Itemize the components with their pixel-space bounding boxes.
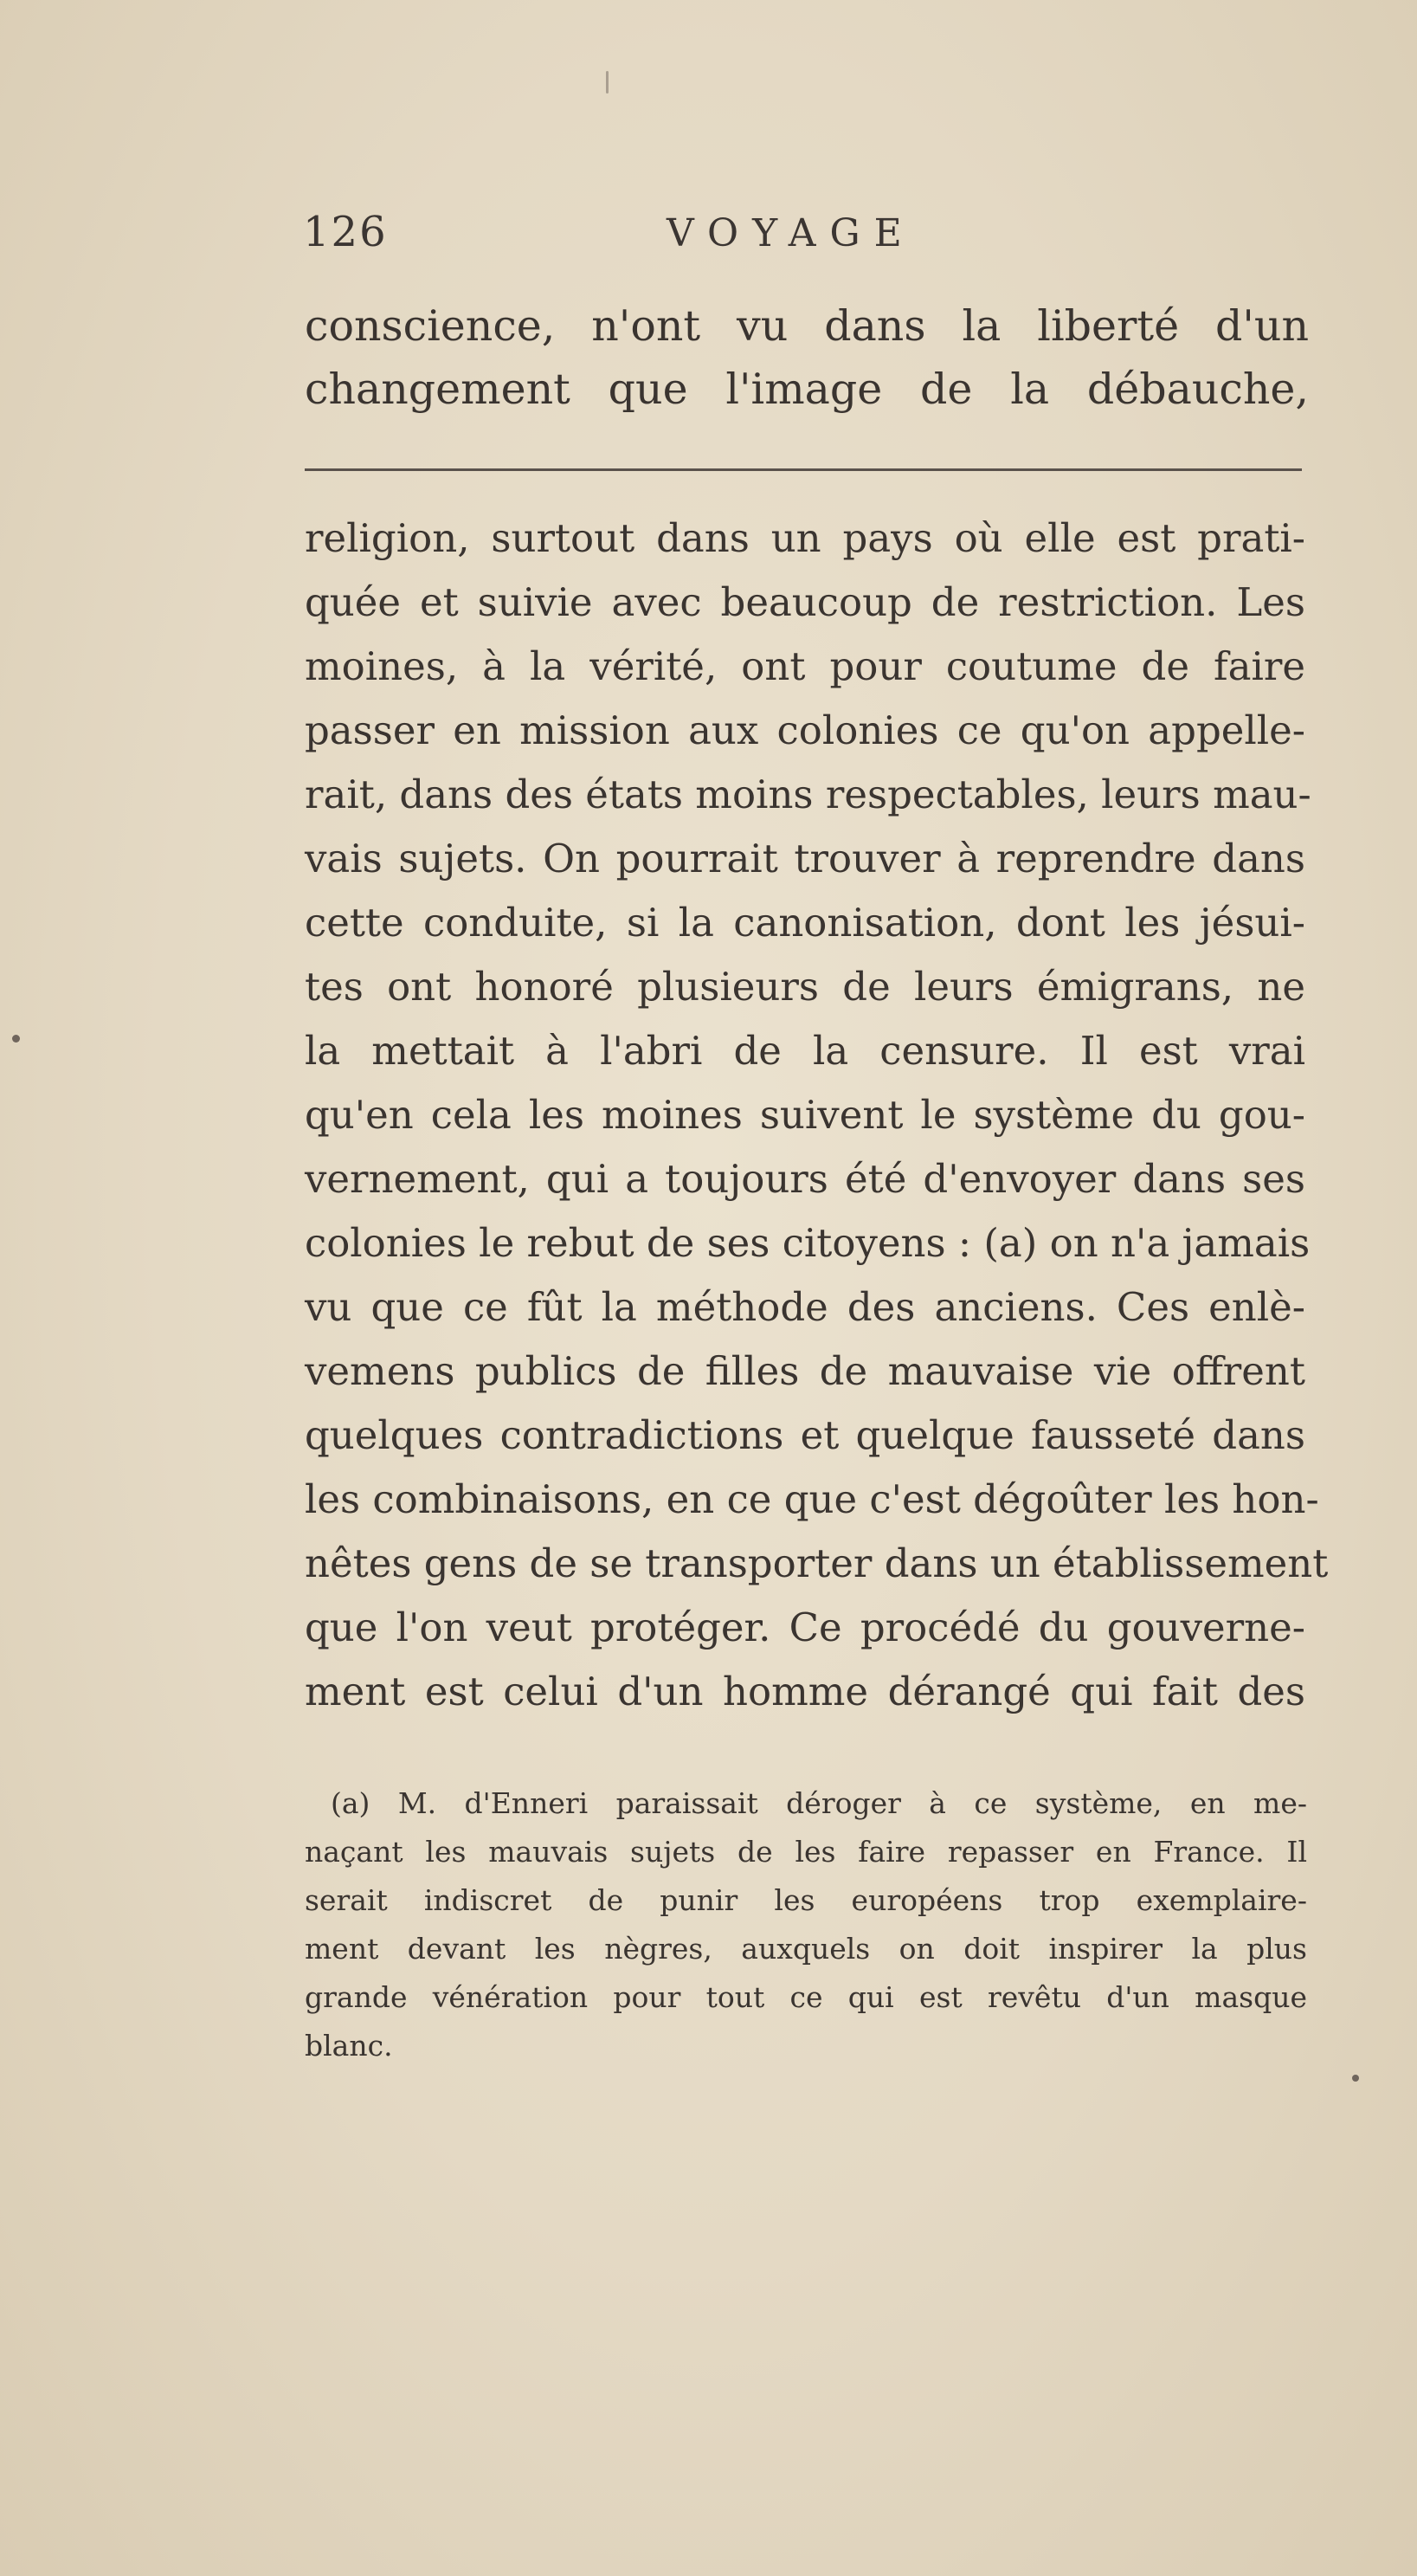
main-text-line: vemens publics de filles de mauvaise vie offrent <box>305 1348 1305 1394</box>
footnote-block <box>305 1779 1307 2070</box>
main-text-line: qu'en cela les moines suivent le système du gou- <box>305 1092 1305 1138</box>
main-text-line: cette conduite, si la canonisation, dont les jésui- <box>305 900 1305 946</box>
main-text-line: rait, dans des états moins respectables, leurs mau- <box>305 772 1311 817</box>
main-text-line: que l'on veut protéger. Ce procédé du gouverne- <box>305 1604 1305 1650</box>
footnote-line: blanc. <box>305 2029 393 2063</box>
main-text-line: passer en mission aux colonies ce qu'on appelle- <box>305 707 1305 753</box>
footnote-line: (a) M. d'Enneri paraissait déroger à ce système, en me- <box>331 1786 1307 1820</box>
paper-speck <box>12 1035 20 1043</box>
footnote-line: ment devant les nègres, auxquels on doit inspirer la plus <box>305 1932 1307 1966</box>
page-number: 126 <box>303 208 388 256</box>
main-text-line: tes ont honoré plusieurs de leurs émigrans, ne <box>305 964 1305 1010</box>
running-head: VOYAGE <box>667 211 916 255</box>
main-text-line: quelques contradictions et quelque fausseté dans <box>305 1412 1305 1458</box>
main-text-line: religion, surtout dans un pays où elle est prati- <box>305 515 1305 561</box>
upper-text-line: conscience, n'ont vu dans la liberté d'un <box>305 301 1309 351</box>
main-text-block <box>305 507 1329 1724</box>
main-text-line: colonies le rebut de ses citoyens : (a) on n'a jamais <box>305 1220 1311 1266</box>
main-text-line: vu que ce fût la méthode des anciens. Ces enlè- <box>305 1284 1305 1330</box>
paper-speck <box>1352 2075 1359 2082</box>
main-text-line: quée et suivie avec beaucoup de restriction. Les <box>305 579 1305 625</box>
main-text-line: nêtes gens de se transporter dans un établissement <box>305 1540 1329 1586</box>
footnote-line: naçant les mauvais sujets de les faire repasser en France. Il <box>305 1835 1307 1869</box>
main-text-line: moines, à la vérité, ont pour coutume de faire <box>305 643 1305 689</box>
main-text-line: les combinaisons, en ce que c'est dégoûter les hon- <box>305 1476 1319 1522</box>
horizontal-rule <box>305 468 1302 471</box>
upper-text-block <box>305 294 1309 421</box>
footnote-line: grande vénération pour tout ce qui est revêtu d'un masque <box>305 1980 1307 2014</box>
paper-speck <box>606 71 609 94</box>
main-text-line: la mettait à l'abri de la censure. Il est vrai <box>305 1028 1305 1074</box>
page-header <box>303 208 1298 268</box>
main-text-line: vernement, qui a toujours été d'envoyer dans ses <box>305 1156 1305 1202</box>
main-text-line: vais sujets. On pourrait trouver à reprendre dans <box>305 836 1305 881</box>
upper-text-line: changement que l'image de la débauche, <box>305 365 1309 414</box>
footnote-line: serait indiscret de punir les européens trop exemplaire- <box>305 1883 1307 1917</box>
main-text-line: ment est celui d'un homme dérangé qui fait des <box>305 1669 1305 1714</box>
